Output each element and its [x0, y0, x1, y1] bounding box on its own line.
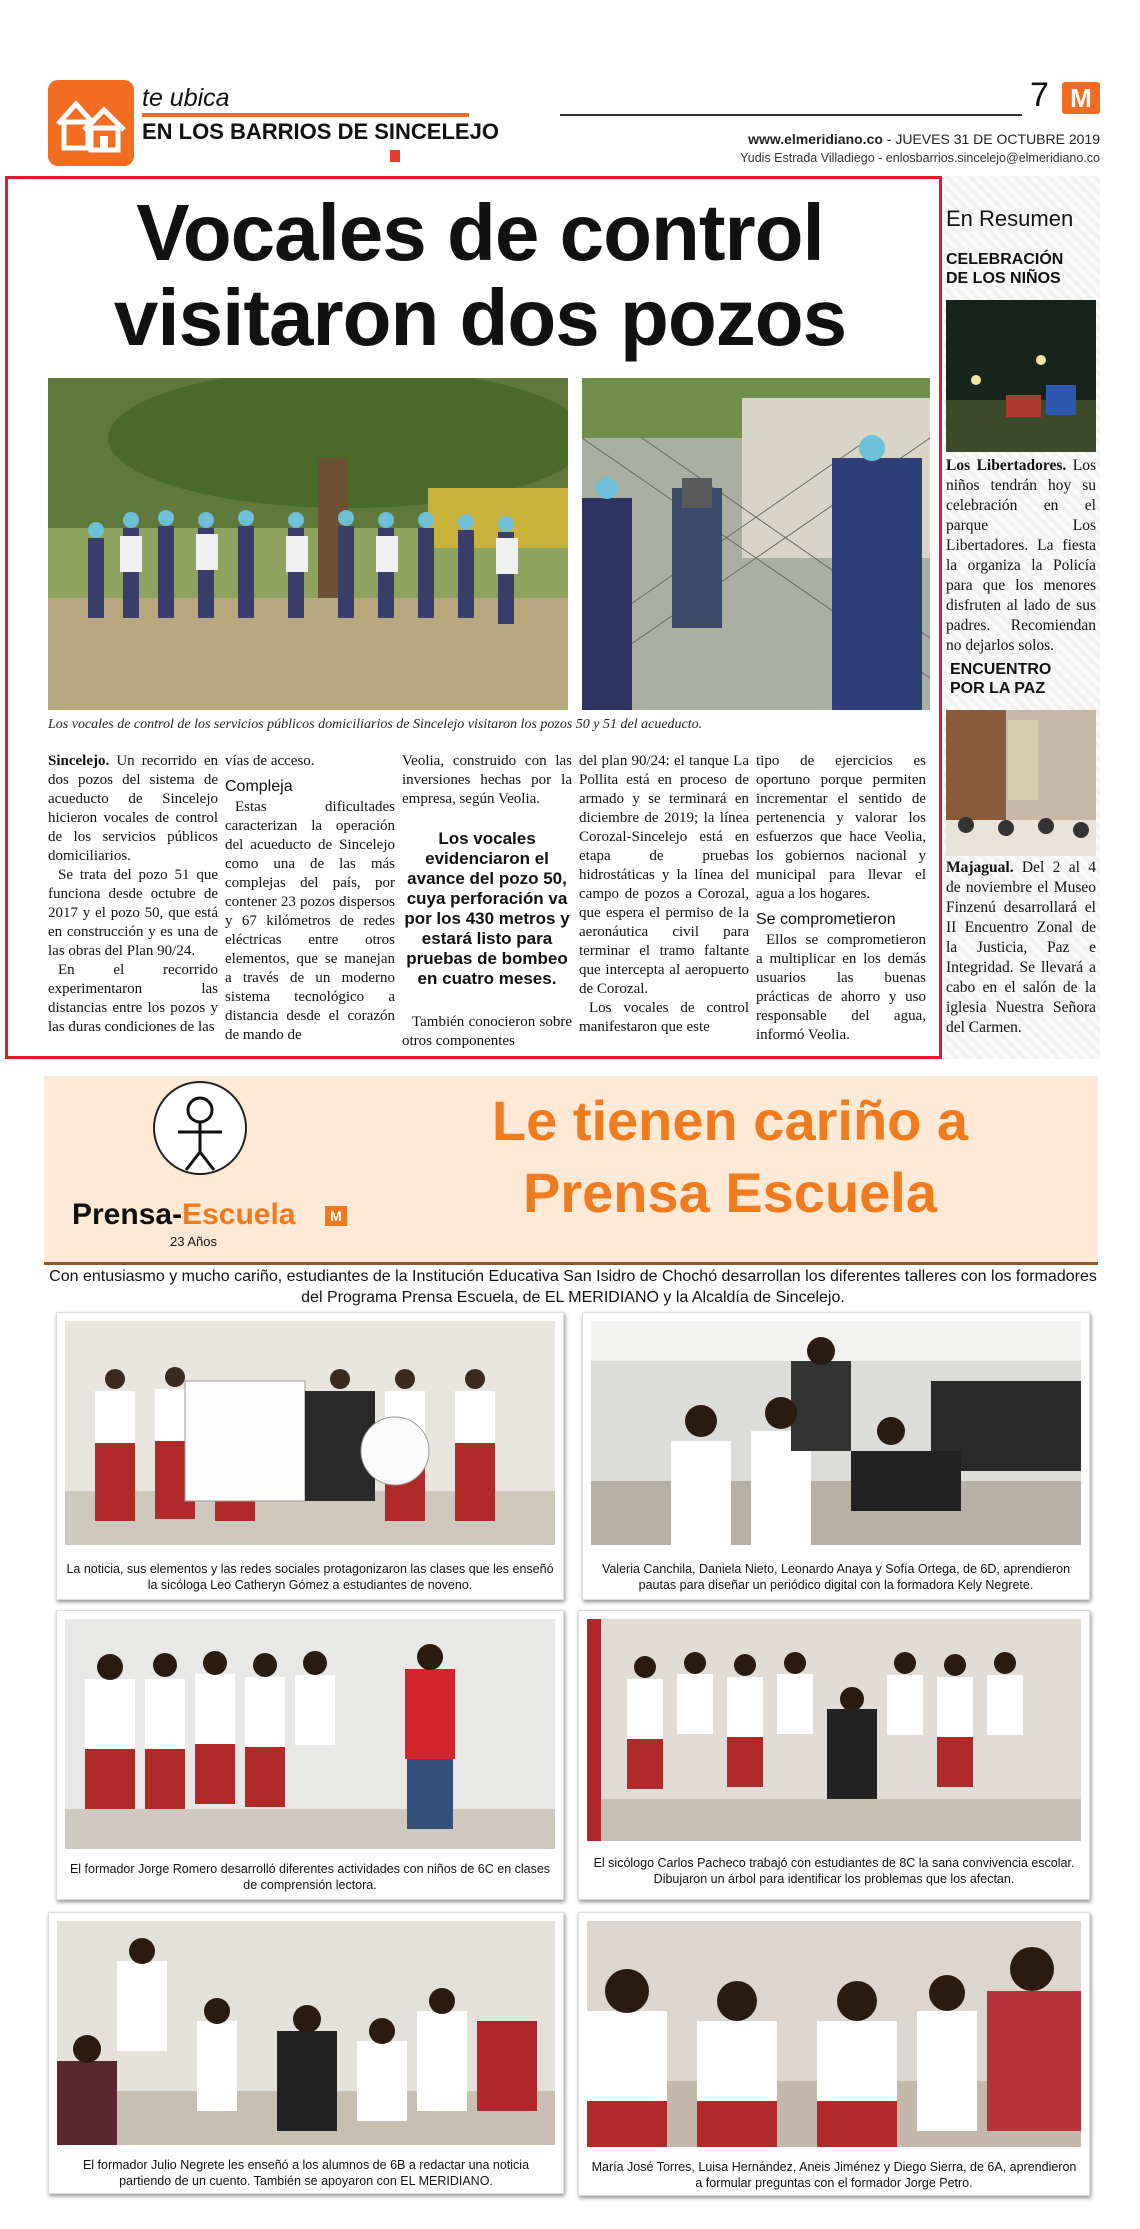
class-photo [587, 1619, 1081, 1841]
paragraph: Ellos se comprometieron a multiplicar en los demás usuarios las buenas prácticas de ahorro y uso responsable del agua, informó Veolia. [756, 932, 926, 1043]
pull-quote: Los vocales evidenciaron el avance del pozo 50, cuya perforación va por los 430 metros y estará listo para pruebas de bombeo en cuatro meses. [404, 829, 570, 988]
class-photo [591, 1321, 1081, 1545]
sidebar-heading: CELEBRACIÓN DE LOS NIÑOS [946, 251, 1064, 287]
prensa-escuela-logo [72, 1198, 295, 1232]
sidebar-title: En Resumen [946, 206, 1074, 231]
class-photo [57, 1921, 555, 2145]
headline-line-2: visitaron dos pozos [113, 273, 847, 362]
kicker-rule [142, 113, 469, 117]
photo-card [56, 1312, 564, 1600]
header-rule [560, 114, 1022, 116]
meridiano-logo-small: M [325, 1206, 347, 1226]
photo-card [48, 1912, 564, 2194]
sidebar-lead: Los Libertadores. [946, 457, 1067, 474]
prensa-lead: Con entusiasmo y mucho cariño, estudiantes de la Institución Educativa San Isidro de Chochó desarrollan los diferentes talleres con los formadores del Programa Prensa Escuela, de EL MERIDIANO y la Alcaldía de Sincelejo. [49, 1268, 1097, 1306]
paragraph: En el recorrido experimentaron las distancias entre los pozos y las duras condiciones de las [48, 962, 218, 1035]
page-number: 7 [1030, 76, 1049, 114]
site-url: www.elmeridiano.co [748, 131, 883, 147]
photo-card [56, 1610, 564, 1900]
section-kicker: te ubica [142, 84, 230, 112]
photo-card [578, 1912, 1090, 2196]
photo-caption: El formador Julio Negrete les enseñó a los alumnos de 6B a redactar una noticia partiendo de un cuento. También se apoyaron con EL MERIDIANO. [82, 2158, 530, 2188]
story-column-5 [756, 752, 926, 1045]
red-marker [390, 150, 400, 162]
paragraph: Se trata del pozo 51 que funciona desde octubre de 2017 y el pozo 50, que está en construcción y es una de las obras del Plan 90/24. [48, 867, 218, 959]
paragraph: vías de acceso. [225, 753, 315, 769]
issue-date: - JUEVES 31 DE OCTUBRE 2019 [882, 131, 1100, 147]
prensa-headline [380, 1085, 1080, 1229]
headline-line-1: Vocales de control [136, 188, 824, 277]
paragraph: Estas dificultades caracterizan la operación del acueducto de Sincelejo como una de las más complejas del país, por contener 23 pozos dispersos y 67 kilómetros de redes eléctricas entre otros elementos, que se manejan a través de un moderno sistema tecnológico a distancia desde el corazón de mando de [225, 799, 395, 1043]
bylines: Yudis Estrada Villadiego - enlosbarrios.sincelejo@elmeridiano.co [740, 151, 1100, 165]
paragraph: Veolia, construido con las inversiones hechas por la empresa, según Veolia. [402, 753, 572, 807]
mascot-icon [150, 1080, 250, 1190]
paragraph: del plan 90/24: el tanque La Pollita está en proceso de armado y se terminará en diciembre de 2019; la línea Corozal-Sincelejo está en etapa de pruebas hidrostáticas y la línea del campo de pozos a Corozal, que espera el permiso de la aeronáutica civil para terminar el tramo faltante que intercepta al aeropuerto de Corozal. [579, 753, 749, 997]
class-photo [65, 1619, 555, 1849]
story-photo-group [48, 378, 568, 710]
photo-caption: El formador Jorge Romero desarrolló diferentes actividades con niños de 6C en clases de comprensión lectora. [69, 1862, 551, 1892]
story-column-1 [48, 752, 218, 1037]
brand-b: Escuela [182, 1198, 296, 1231]
brand-a: Prensa- [72, 1198, 183, 1231]
paragraph: tipo de ejercicios es oportuno porque permiten incrementar el sentido de pertenencia y valorar los esfuerzos que hace Veolia, los gobiernos nacional y municipal para llevar el agua a los hogares. [756, 753, 926, 902]
photo-caption: Valeria Canchila, Daniela Nieto, Leonardo Anaya y Sofía Ortega, de 6D, aprendieron pautas para diseñar un periódico digital con la formadora Kely Negrete. [601, 1562, 1071, 1592]
dateline [700, 131, 1100, 147]
photo-caption: María José Torres, Luisa Hernández, Aneis Jiménez y Diego Sierra, de 6A, aprendieron a formular preguntas con el formador Jorge Petro. [591, 2160, 1077, 2190]
story-headline [20, 190, 940, 360]
meridiano-logo: M [1062, 82, 1100, 114]
photo-card [578, 1610, 1090, 1900]
prensa-headline-line-1: Le tienen cariño a [491, 1089, 969, 1152]
houses-icon [54, 90, 128, 156]
class-photo [65, 1321, 555, 1545]
section-logo [48, 80, 134, 166]
photo-caption: La noticia, sus elementos y las redes sociales protagonizaron las clases que les enseñó la sicóloga Leo Catheryn Gómez a estudiantes de noveno. [66, 1562, 554, 1592]
subhead: Se comprometieron [756, 911, 896, 928]
story-column-2 [225, 752, 395, 1045]
story-column-4 [579, 752, 749, 1037]
sidebar-photo-park [946, 300, 1096, 452]
sidebar-text: Los Libertadores. Los niños tendrán hoy su celebración en el parque Los Libertadores. La fiesta la organiza la Policía para que los menores disfruten al lado de sus padres. Recomiendan no dejarlos solos. [946, 457, 1096, 654]
anniversary-label: 23 Años [170, 1234, 217, 1249]
sidebar-lead: Majagual. [946, 859, 1014, 876]
prensa-rule [44, 1262, 1098, 1265]
photo-caption: El sicólogo Carlos Pacheco trabajó con estudiantes de 8C la sana convivencia escolar. Dibujaron un árbol para identificar los problemas que los afectan. [593, 1856, 1075, 1886]
subhead: Compleja [225, 778, 293, 795]
paragraph: Sincelejo. Un recorrido en dos pozos del sistema de acueducto de Sincelejo hicieron vocales de control de los servicios públicos domiciliarios. [48, 753, 218, 864]
paragraph: También conocieron sobre otros componentes [402, 1014, 572, 1049]
paragraph: Los vocales de control manifestaron que este [579, 1000, 749, 1035]
prensa-headline-line-2: Prensa Escuela [522, 1161, 938, 1224]
story-column-3 [402, 752, 572, 1051]
sidebar-photo-event [946, 710, 1096, 856]
sidebar-text: Majagual. Del 2 al 4 de noviembre el Museo Finzenú desarrollará el II Encuentro Zonal de la Justicia, Paz e Integridad. Se llevará a cabo en el salón de la iglesia Nuestra Señora del Carmen. [946, 859, 1096, 1036]
section-title: EN LOS BARRIOS DE SINCELEJO [142, 119, 499, 144]
class-photo [587, 1921, 1081, 2147]
photo-card [582, 1312, 1090, 1600]
photo-caption: Los vocales de control de los servicios públicos domiciliarios de Sincelejo visitaron los pozos 50 y 51 del acueducto. [48, 717, 703, 732]
dateline-city: Sincelejo. [48, 753, 110, 769]
sidebar-heading: ENCUENTRO POR LA PAZ [950, 661, 1052, 697]
story-photo-well [582, 378, 930, 710]
